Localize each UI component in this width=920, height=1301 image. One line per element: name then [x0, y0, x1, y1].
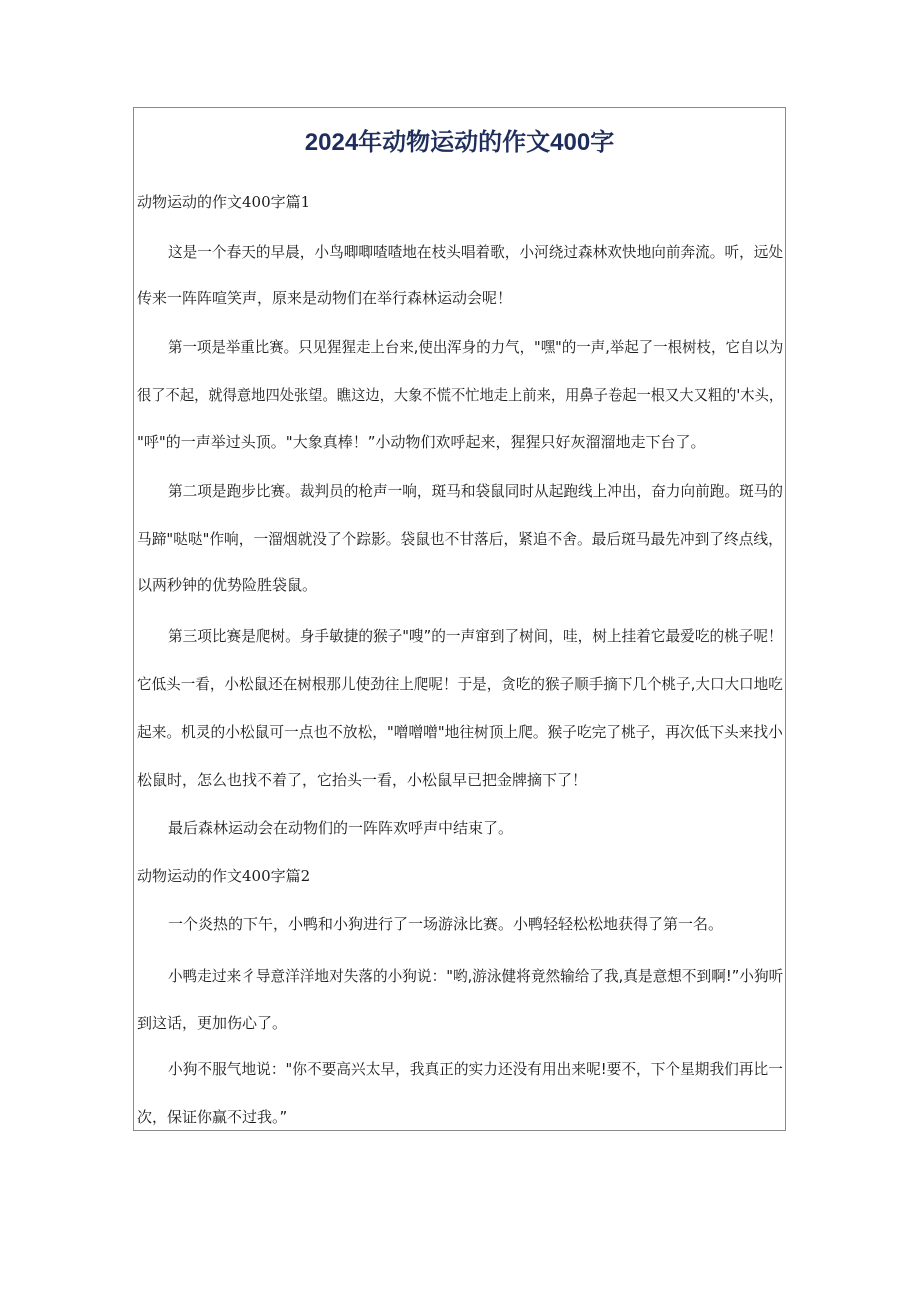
document-page	[133, 107, 786, 1131]
paragraph-line: 第二项是跑步比赛。裁判员的枪声一响，斑马和袋鼠同时从起跑线上冲出，奋力向前跑。斑马的	[168, 482, 784, 500]
paragraph-line: 这是一个春天的早晨，小鸟唧唧喳喳地在枝头唱着歌，小河绕过森林欢快地向前奔流。听，远处	[168, 243, 784, 261]
paragraph-line: 松鼠时，怎么也找不着了，它抬头一看，小松鼠早已把金牌摘下了！	[137, 771, 588, 789]
paragraph-line: 传来一阵阵喧笑声，原来是动物们在举行森林运动会呢！	[137, 289, 513, 307]
section-heading: 动物运动的作文400字篇2	[137, 867, 311, 885]
paragraph-line: 小狗不服气地说："你不要高兴太早，我真正的实力还没有用出来呢!要不，下个星期我们再比一	[168, 1060, 783, 1078]
paragraph-line: "呼"的一声举过头顶。"大象真棒！”小动物们欢呼起来，猩猩只好灰溜溜地走下台了。	[137, 433, 706, 451]
paragraph-line: 很了不起，就得意地四处张望。瞧这边，大象不慌不忙地走上前来，用鼻子卷起一根又大又粗的'木头，	[137, 386, 784, 404]
paragraph-line: 一个炎热的下午，小鸭和小狗进行了一场游泳比赛。小鸭轻轻松松地获得了第一名。	[168, 915, 724, 933]
paragraph-line: 次，保证你赢不过我。”	[137, 1108, 288, 1126]
paragraph-line: 以两秒钟的优势险胜袋鼠。	[137, 576, 318, 594]
paragraph-line: 最后森林运动会在动物们的一阵阵欢呼声中结束了。	[168, 819, 514, 837]
paragraph-line: 到这话，更加伤心了。	[137, 1014, 288, 1032]
paragraph-line: 它低头一看，小松鼠还在树根那儿使劲往上爬呢！于是，贪吃的猴子顺手摘下几个桃子,大口大口地吃	[137, 675, 783, 693]
section-heading: 动物运动的作文400字篇1	[137, 193, 311, 211]
paragraph-line: 第三项比赛是爬树。身手敏捷的猴子"嗖”的一声窜到了树间，哇，树上挂着它最爱吃的桃子呢！	[168, 627, 783, 645]
document-title: 2024年动物运动的作文400字	[304, 129, 615, 156]
paragraph-line: 起来。机灵的小松鼠可一点也不放松，"噌噌噌"地往树顶上爬。猴子吃完了桃子，再次低下头来找小	[137, 723, 783, 741]
paragraph-line: 第一项是举重比赛。只见猩猩走上台来,使出浑身的力气，"嘿"的一声,举起了一根树枝，它自以为	[168, 338, 784, 356]
paragraph-line: 马蹄"哒哒"作响，一溜烟就没了个踪影。袋鼠也不甘落后，紧追不舍。最后斑马最先冲到了终点线，	[137, 530, 783, 548]
paragraph-line: 小鸭走过来彳导意洋洋地对失落的小狗说："哟,游泳健将竟然输给了我,真是意想不到啊!”小狗听	[168, 967, 784, 985]
